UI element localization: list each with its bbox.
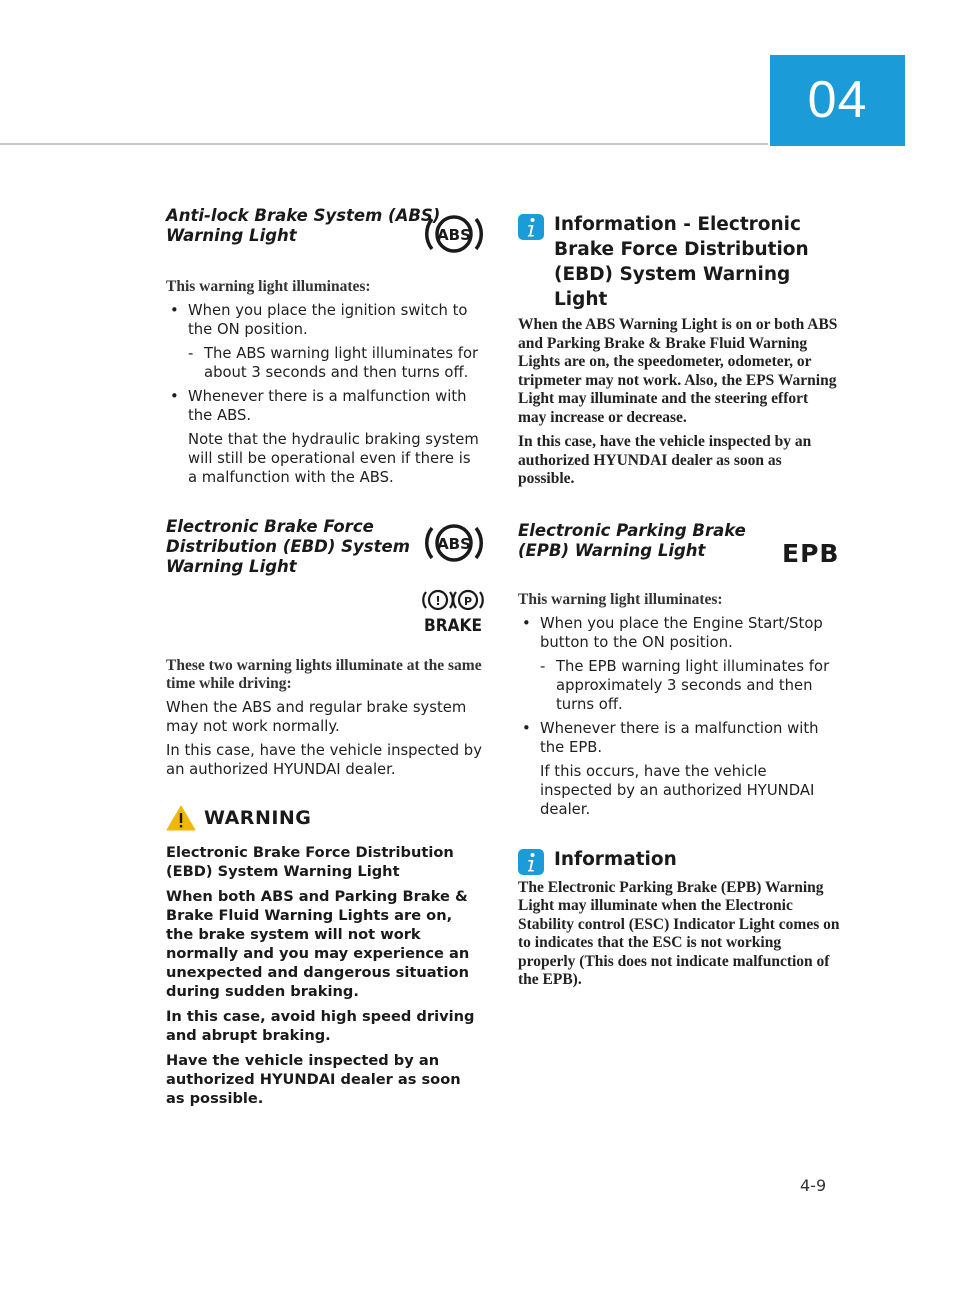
warning-triangle-icon xyxy=(166,805,196,831)
warning-label: WARNING xyxy=(204,807,312,829)
info-ebd-title: Information - Electronic Brake Force Distribution (EBD) System Warning Light xyxy=(554,214,809,310)
info-icon xyxy=(518,849,544,875)
brake-icon-text: BRAKE xyxy=(424,616,482,633)
ebd-title-line1: Electronic Brake Force xyxy=(166,517,374,536)
epb-bullet-2: • Whenever there is a malfunction with the EPB. xyxy=(518,719,840,757)
abs-bullet-2-note: Note that the hydraulic braking system will still be operational even if there is a malfunction with the ABS. xyxy=(188,431,479,486)
info-ebd-heading xyxy=(518,212,840,312)
epb-bullet-2-note: If this occurs, have the vehicle inspected by an authorized HYUNDAI dealer. xyxy=(540,762,815,818)
abs-bullet-1-sub: - The ABS warning light illuminates for about 3 seconds and then turns off. xyxy=(166,344,484,382)
info-epb-heading xyxy=(518,847,840,875)
abs-icon-text: ABS xyxy=(437,226,471,244)
ebd-title-line2: Distribution (EBD) System xyxy=(166,537,410,556)
abs-bullet-2: • Whenever there is a malfunction with the ABS. xyxy=(166,387,484,425)
ebd-abs-icon-text: ABS xyxy=(437,535,471,553)
abs-title-line1: Anti-lock Brake System (ABS) xyxy=(166,206,441,225)
header-rule xyxy=(0,143,768,145)
epb-bullet-1-sub: - The EPB warning light illuminates for approximately 3 seconds and then turns off. xyxy=(518,657,840,714)
abs-title-line2: Warning Light xyxy=(166,226,297,245)
info-ebd-paragraph-1: When the ABS Warning Light is on or both ABS and Parking Brake & Brake Fluid Warning Lights are on, the speedometer, odometer, or tripmeter may not work. Also, the EPS Warning Light may illuminate and the steering effort may increase or decrease. xyxy=(518,316,838,426)
info-ebd-paragraph-2: In this case, have the vehicle inspected by an authorized HYUNDAI dealer as soon as possible. xyxy=(518,433,812,487)
ebd-paragraph-2: In this case, have the vehicle inspected by an authorized HYUNDAI dealer. xyxy=(166,742,482,778)
warning-paragraph-1: Electronic Brake Force Distribution (EBD) System Warning Light xyxy=(166,844,454,880)
right-column xyxy=(518,212,840,990)
warning-paragraph-3: In this case, avoid high speed driving and abrupt braking. xyxy=(166,1008,475,1044)
epb-intro: This warning light illuminates: xyxy=(518,590,723,608)
chapter-tab: 04 xyxy=(770,55,905,146)
brake-p-text: P xyxy=(463,595,473,608)
abs-bullet-1: • When you place the ignition switch to the ON position. xyxy=(166,301,484,339)
brake-exclaim-text: ! xyxy=(435,594,441,608)
warning-heading xyxy=(166,805,484,831)
ebd-paragraph-1: When the ABS and regular brake system may not work normally. xyxy=(166,699,467,735)
abs-section-heading xyxy=(166,206,484,258)
warning-paragraph-4: Have the vehicle inspected by an authorized HYUNDAI dealer as soon as possible. xyxy=(166,1052,461,1107)
epb-section-heading xyxy=(518,520,840,568)
ebd-title-line3: Warning Light xyxy=(166,557,297,576)
epb-bullet-1: • When you place the Engine Start/Stop button to the ON position. xyxy=(518,614,840,652)
info-epb-title: Information xyxy=(554,848,677,870)
info-epb-paragraph-1: The Electronic Parking Brake (EPB) Warning Light may illuminate when the Electronic Stability control (ESC) Indicator Light comes on to indicates that the ESC is not working properly (This does not indicate malfunction of the EPB). xyxy=(518,878,840,988)
epb-warning-icon: EPB xyxy=(782,538,840,568)
abs-intro: This warning light illuminates: xyxy=(166,278,371,295)
ebd-intro: These two warning lights illuminate at the same time while driving: xyxy=(166,657,482,692)
info-icon xyxy=(518,214,544,240)
warning-paragraph-2: When both ABS and Parking Brake & Brake Fluid Warning Lights are on, the brake system will not work normally and you may experience an unexpected and dangerous situation during sudden braking. xyxy=(166,888,470,1000)
brake-warning-icon xyxy=(422,587,484,633)
ebd-section-heading xyxy=(166,517,484,637)
page-number: 4-9 xyxy=(800,1176,827,1195)
ebd-abs-icon xyxy=(424,519,484,567)
epb-title-line2: (EPB) Warning Light xyxy=(518,540,706,560)
left-column xyxy=(166,206,484,1108)
abs-warning-icon xyxy=(424,210,484,258)
epb-title-line1: Electronic Parking Brake xyxy=(518,520,746,540)
